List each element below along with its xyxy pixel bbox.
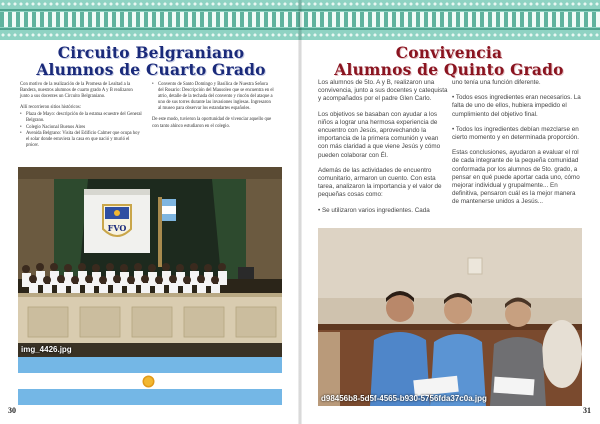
right-paragraph: Los alumnos de 5to. A y B, realizaron una convivencia, junto a sus docentes y catequista y acompañados por el padre Glen Carlo. xyxy=(318,79,448,103)
right-paragraph: uno tenía una función diferente. xyxy=(452,79,541,86)
left-sites-list-2 xyxy=(152,82,274,112)
book-spine xyxy=(298,0,302,424)
flag-stripe-bottom xyxy=(18,389,282,405)
list-item: • Convento de Santo Domingo y Basílica de Nuestra Señora del Rosario: Descripción del Mausoleo que se encuentra en el atrio, detalle de la techada del convento y rincón del ataque a uno de sus torres durante las invasiones inglesas. Ingresaron al museo para observar los estandartes españoles. xyxy=(152,82,274,112)
left-title-line2: Alumnos de Cuarto Grado xyxy=(36,60,266,79)
left-title-line1: Circuito Belgraniano xyxy=(57,43,245,62)
students-illustration xyxy=(318,228,582,406)
right-title-line2: Alumnos de Quinto Grado xyxy=(334,60,564,79)
left-intro: Con motivo de la realización de la Promesa de Lealtad a la Bandera, nuestros alumnos de cuarto grado A y B realizaron junto a sus docentes un Circuito Belgraniano. xyxy=(20,82,133,100)
argentina-flag xyxy=(18,357,282,405)
right-photo-caption: d98456b8-5d5f-4565-b930-5756fda37c0a.jpg xyxy=(321,394,487,403)
right-paragraph: • Se utilizaron varios ingredientes. Cada xyxy=(318,206,430,214)
stage-illustration xyxy=(18,167,282,357)
right-title-line1: Convivencia xyxy=(395,43,503,62)
right-paragraph: Estas conclusiones, ayudaron a evaluar el rol de cada integrante de la pequeña comunidad conformada por los alumnos de 5to. grado, a pensar en qué puede aportar cada uno, cómo mejorar individual y grupalmente... En definitiva, pensaron cuál es la mejor manera de mantenerse unidos a Jesús... xyxy=(452,149,580,206)
left-sub: Allí recorrieron sitios históricos: xyxy=(20,105,82,111)
left-sites-list xyxy=(20,112,142,149)
right-paragraph: • Todos esos ingredientes eran necesarios. La falta de uno de ellos, hubiera impedido el cumplimiento del objetivo final. xyxy=(452,94,581,118)
left-photo-stage xyxy=(18,167,282,357)
right-paragraph: • Todos los ingredientes debían mezclarse en cierto momento y en determinada proporción. xyxy=(452,125,580,142)
list-item: • Colegio Nacional Buenos Aires xyxy=(20,125,142,131)
right-photo-students xyxy=(318,228,582,406)
left-column-2 xyxy=(152,82,274,135)
right-paragraph: Además de las actividades de encuentro comunitario, armaron un cuento. Con esta tarea, analizaron la importancia y el valor de pequeñas cosas como: xyxy=(318,166,442,199)
right-page-title xyxy=(318,44,580,78)
left-closing: De este modo, tuvieron la oportunidad de vivenciar aquello que con tanto ahínco estudiaron en el colegio. xyxy=(152,117,272,129)
right-column-2 xyxy=(452,79,582,214)
flag-stripe-top xyxy=(18,357,282,373)
list-item: • Plaza de Mayo: descripción de la estatua ecuestre del General Belgrano. xyxy=(20,112,142,124)
list-item: • Avenida Belgrano: Visita del Edificio Calmer que ocupa hoy el solar donde estuviera la casa en que nació y murió el prócer. xyxy=(20,131,142,149)
page-number-right: 31 xyxy=(583,406,591,415)
banner-letters: FVO xyxy=(107,223,127,233)
flag-sun-icon xyxy=(144,377,153,386)
page-number-left: 30 xyxy=(8,406,16,415)
left-column-1 xyxy=(20,82,142,149)
right-paragraph: Los objetivos se basaban con ayudar a los niños a lograr una hermosa experiencia de encuentro con Jesús, aprovechando la importancia de la primera comunión y vean con más claridad a que viene Jesús y cómo pueden colaborar con Él. xyxy=(318,110,441,159)
right-column-1 xyxy=(318,79,448,222)
left-photo-caption: img_4426.jpg xyxy=(21,345,72,354)
left-page-title xyxy=(20,44,282,78)
